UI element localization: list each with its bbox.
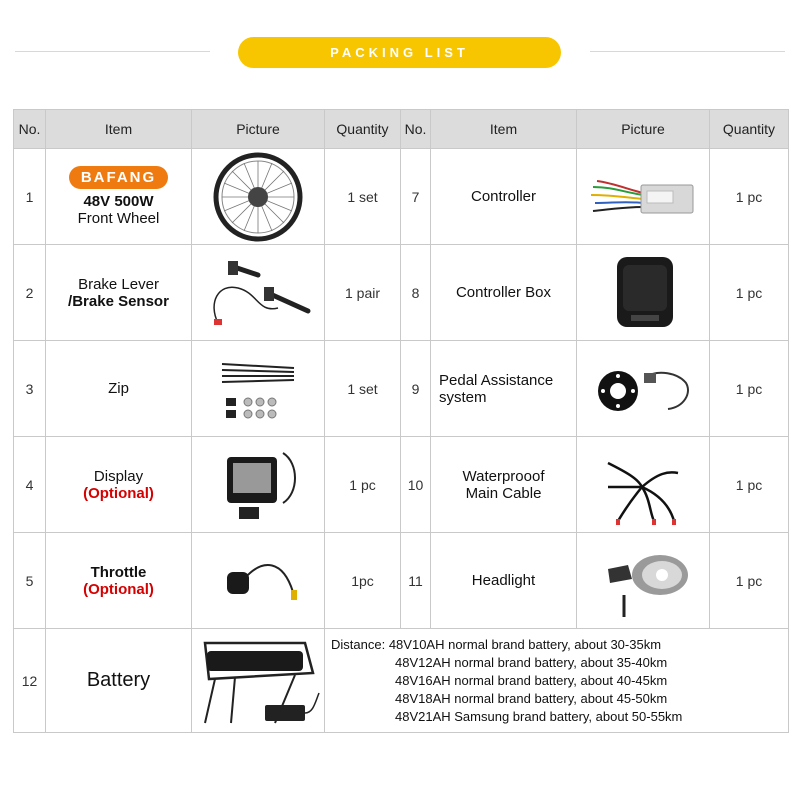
item-quantity: 1 pc — [710, 245, 789, 341]
cable-icon — [598, 443, 688, 527]
distance-line: 48V12AH normal brand battery, about 35-40km — [395, 654, 668, 670]
item-quantity: 1 pair — [325, 245, 401, 341]
item-picture — [192, 437, 325, 533]
table-row — [14, 437, 789, 533]
page-title: PACKING LIST — [238, 37, 561, 68]
controller-box-icon — [603, 251, 683, 335]
item-picture — [192, 245, 325, 341]
table-header-row — [14, 110, 789, 149]
item-quantity: 1 pc — [710, 437, 789, 533]
optional-label: (Optional) — [83, 580, 154, 598]
item-cell — [46, 149, 192, 245]
item-number: 8 — [401, 245, 431, 341]
item-picture — [577, 245, 710, 341]
item-cell — [431, 437, 577, 533]
item-number: 5 — [14, 533, 46, 629]
item-name: Display — [93, 467, 144, 485]
item-name: Headlight — [471, 572, 536, 589]
distance-line: 48V21AH Samsung brand battery, about 50-55km — [395, 708, 683, 724]
item-quantity: 1pc — [325, 533, 401, 629]
item-subname: system — [439, 388, 487, 406]
item-cell — [431, 533, 577, 629]
controller-icon — [583, 167, 703, 227]
item-name: Pedal Assistance — [439, 371, 554, 389]
item-number: 2 — [14, 245, 46, 341]
distance-label: Distance: — [331, 636, 386, 652]
table-row — [14, 149, 789, 245]
item-cell — [46, 437, 192, 533]
item-name: 48V 500W — [83, 193, 154, 210]
optional-label: (Optional) — [83, 484, 154, 502]
item-name: Controller Box — [455, 284, 552, 301]
item-number: 3 — [14, 341, 46, 437]
banner-line-left — [15, 51, 210, 52]
table-row — [14, 629, 789, 733]
item-quantity: 1 pc — [710, 149, 789, 245]
table-row — [14, 533, 789, 629]
item-quantity: 1 pc — [710, 533, 789, 629]
item-number: 10 — [401, 437, 431, 533]
item-picture — [577, 341, 710, 437]
item-picture — [577, 437, 710, 533]
item-cell — [431, 245, 577, 341]
item-picture — [192, 149, 325, 245]
item-cell — [46, 245, 192, 341]
brake-lever-icon — [198, 253, 318, 333]
item-subname: Main Cable — [465, 484, 542, 502]
item-cell — [46, 629, 192, 733]
item-name: Brake Lever — [78, 275, 159, 293]
headlight-icon — [588, 539, 698, 623]
distance-line: 48V18AH normal brand battery, about 45-50km — [395, 690, 668, 706]
table-row — [14, 245, 789, 341]
brand-logo: BAFANG — [69, 166, 168, 189]
item-number: 11 — [401, 533, 431, 629]
header-item: Item — [431, 110, 577, 149]
header-picture: Picture — [577, 110, 710, 149]
item-picture — [577, 533, 710, 629]
distance-line: 48V10AH normal brand battery, about 30-35km — [388, 636, 662, 652]
item-cell — [431, 341, 577, 437]
item-quantity: 1 pc — [710, 341, 789, 437]
item-number: 1 — [14, 149, 46, 245]
header-picture: Picture — [192, 110, 325, 149]
zip-ties-icon — [208, 354, 308, 424]
item-name: Battery — [86, 669, 151, 691]
pedal-sensor-icon — [588, 359, 698, 419]
item-quantity: 1 set — [325, 149, 401, 245]
display-icon — [213, 443, 303, 527]
item-number: 7 — [401, 149, 431, 245]
item-name: Waterprooof — [462, 467, 545, 485]
item-name: Throttle — [90, 563, 147, 581]
header-quantity: Quantity — [710, 110, 789, 149]
header-no: No. — [401, 110, 431, 149]
throttle-icon — [213, 546, 303, 616]
item-cell — [431, 149, 577, 245]
packing-list-table — [13, 109, 789, 733]
item-number: 4 — [14, 437, 46, 533]
item-subname: Front Wheel — [77, 210, 160, 227]
distance-line: 48V16AH normal brand battery, about 40-45km — [395, 672, 668, 688]
item-number: 12 — [14, 629, 46, 733]
item-name: Zip — [108, 380, 129, 397]
table-row — [14, 341, 789, 437]
item-picture — [192, 341, 325, 437]
header-quantity: Quantity — [325, 110, 401, 149]
item-picture — [192, 533, 325, 629]
item-name: Controller — [470, 188, 537, 205]
item-cell — [46, 341, 192, 437]
item-cell — [46, 533, 192, 629]
header-item: Item — [46, 110, 192, 149]
item-number: 9 — [401, 341, 431, 437]
item-quantity: 1 set — [325, 341, 401, 437]
banner-line-right — [590, 51, 785, 52]
battery-distance — [325, 629, 789, 733]
item-subname: /Brake Sensor — [68, 292, 169, 310]
item-picture — [577, 149, 710, 245]
header-no: No. — [14, 110, 46, 149]
battery-rack-icon — [195, 633, 321, 729]
item-picture — [192, 629, 325, 733]
wheel-icon — [210, 152, 306, 242]
item-quantity: 1 pc — [325, 437, 401, 533]
